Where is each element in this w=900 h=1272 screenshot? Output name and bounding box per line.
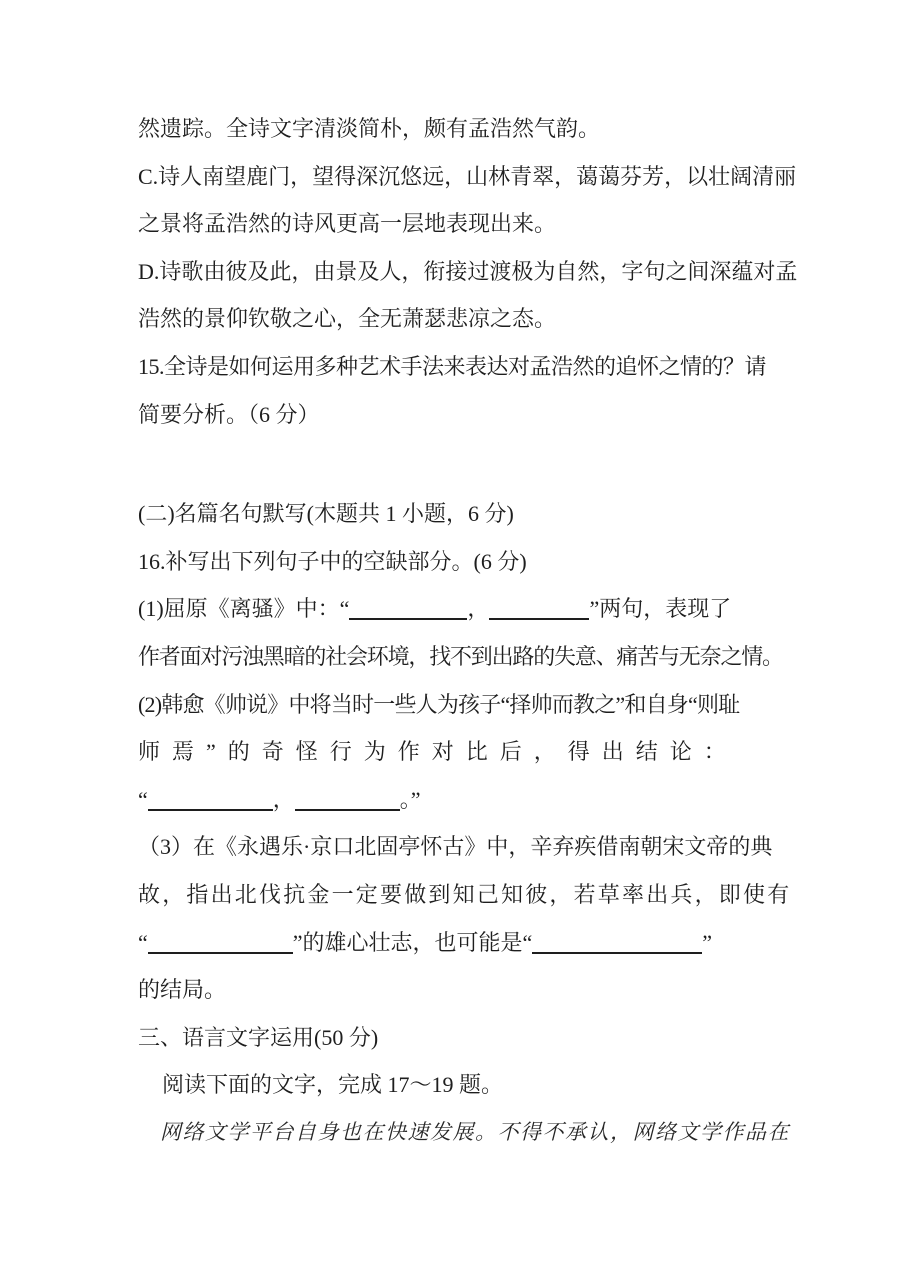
text-line xyxy=(138,681,778,729)
line-text: 。” xyxy=(399,786,421,812)
text-line xyxy=(138,295,778,343)
line-text: 的结局。 xyxy=(138,977,227,1003)
line-text: 浩然的景仰钦敬之心，全无萧瑟悲凉之态。 xyxy=(138,306,557,332)
line-text: 故，指出北伐抗金一定要做到知己知彼，若草率出兵，即使有 xyxy=(138,881,792,907)
answer-blank xyxy=(489,596,589,620)
line-text: (二)名篇名句默写(木题共 1 小题，6 分) xyxy=(138,501,514,527)
line-text: ” xyxy=(702,929,713,955)
text-line xyxy=(138,248,798,296)
line-text: C.诗人南望鹿门，望得深沉悠远，山林青翠，蔼蔼芬芳，以壮阔清丽 xyxy=(138,163,797,189)
text-line xyxy=(138,343,778,391)
answer-blank xyxy=(148,787,273,811)
line-text: (1)屈原《离骚》中：“ xyxy=(138,596,350,622)
text-line xyxy=(138,391,778,439)
text-line xyxy=(138,823,778,871)
line-text: 然遗踪。全诗文字清淡简朴，颇有孟浩然气韵。 xyxy=(138,116,601,141)
text-line xyxy=(138,633,783,681)
text-line xyxy=(138,1014,778,1062)
text-line xyxy=(138,538,778,586)
text-line xyxy=(138,585,778,633)
line-text: 15.全诗是如何运用多种艺术手法来表达对孟浩然的追怀之情的？请 xyxy=(138,353,767,379)
line-text: “ xyxy=(138,786,148,812)
text-line xyxy=(138,153,797,201)
line-text: 阅读下面的文字，完成 17～19 题。 xyxy=(162,1072,504,1098)
text-line xyxy=(138,871,792,919)
line-text: 网络文学平台自身也在快速发展。不得不承认，网络文学作品在 xyxy=(160,1119,790,1144)
line-text: （3）在《永遇乐·京口北固亭怀古》中，辛弃疾借南朝宋文帝的典 xyxy=(138,834,773,860)
line-text: 三、语言文字运用(50 分) xyxy=(138,1024,379,1050)
text-line xyxy=(138,200,778,248)
page-text xyxy=(138,105,798,1156)
line-text: 简要分析。（6 分） xyxy=(138,401,320,427)
text-line xyxy=(138,966,778,1014)
line-text: ”两句，表现了 xyxy=(589,596,732,622)
line-text: 之景将孟浩然的诗风更高一层地表现出来。 xyxy=(138,211,557,237)
text-line xyxy=(138,105,778,153)
line-text: 师焉”的奇怪行为作对比后，得出结论： xyxy=(138,739,738,765)
line-text: ， xyxy=(272,786,295,812)
answer-blank xyxy=(295,787,400,811)
text-line xyxy=(138,919,778,967)
line-text: (2)韩愈《帅说》中将当时一些人为孩子“择帅而教之”和自身“则耻 xyxy=(138,691,740,717)
line-text: ， xyxy=(467,596,490,622)
text-line xyxy=(138,728,778,776)
answer-blank xyxy=(148,930,293,954)
line-text: “ xyxy=(138,929,148,955)
text-line xyxy=(138,1061,778,1109)
answer-blank xyxy=(532,930,702,954)
text-line xyxy=(138,490,778,538)
line-text: ”的雄心壮志，也可能是“ xyxy=(292,929,533,955)
answer-blank xyxy=(349,596,467,620)
text-line xyxy=(138,1109,790,1157)
text-line xyxy=(138,776,778,824)
line-text: 16.补写出下列句子中的空缺部分。(6 分) xyxy=(138,548,527,574)
line-text: D.诗歌由彼及此，由景及人，衔接过渡极为自然，字句之间深蕴对孟 xyxy=(138,258,798,284)
line-text: 作者面对污浊黑暗的社会环境，找不到出路的失意、痛苦与无奈之情。 xyxy=(138,643,783,669)
